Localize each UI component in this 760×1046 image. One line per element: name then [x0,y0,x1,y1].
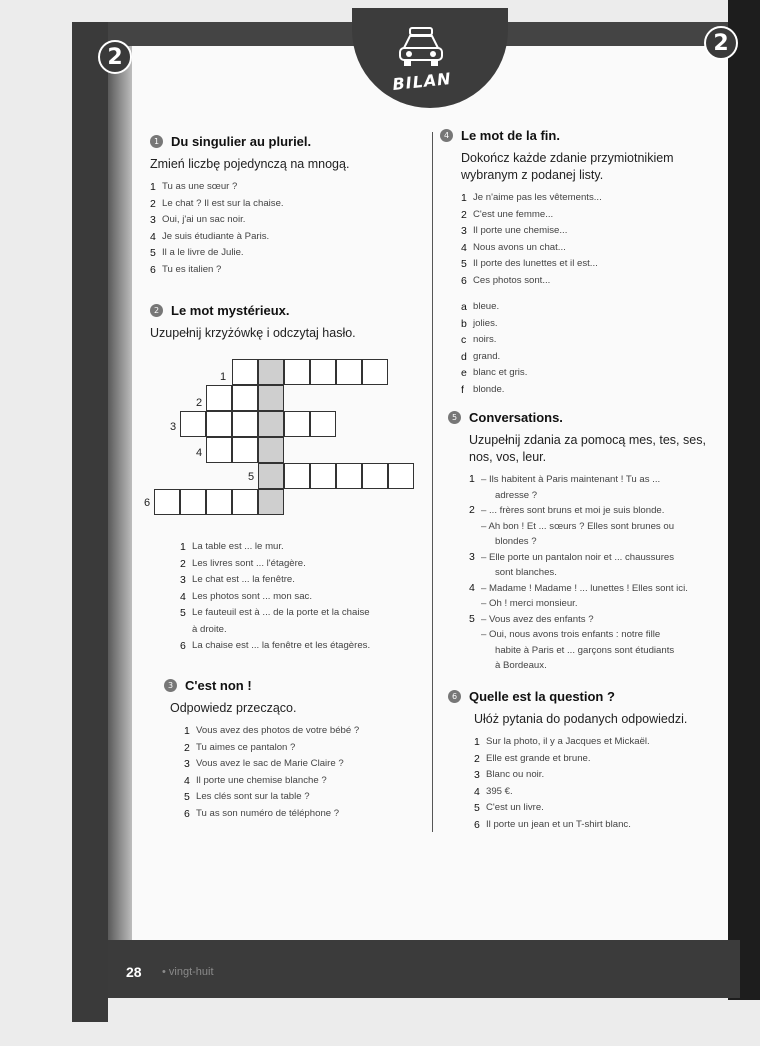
crossword-cell[interactable] [310,359,336,385]
item-number: 6 [150,263,156,276]
list-item [469,612,718,674]
crossword-grid [142,355,422,525]
item-text-cont: – Oui, nous avons trois enfants : notre fille [481,629,661,640]
exercise-instruction: Uzupełnij zdania za pomocą mes, tes, ses, nos, vos, leur. [469,433,706,464]
column-divider [432,132,433,832]
list-item [150,245,420,262]
exercise-1 [150,131,420,278]
list-item [474,784,718,801]
list-item [180,556,430,573]
item-number: 5 [469,612,475,625]
exercise-items [150,179,420,278]
item-text: 395 €. [486,785,513,797]
list-item [474,800,718,817]
list-item [474,751,718,768]
item-text: Tu aimes ce pantalon ? [196,741,296,753]
crossword-cell[interactable] [232,385,258,411]
exercise-instruction: Dokończ każde zdanie przymiotnikiem wybranym z podanej listy. [461,151,674,182]
item-text: – Vous avez des enfants ? [481,613,594,625]
exercise-instruction: Zmień liczbę pojedynczą na mnogą. [150,157,350,171]
exercise-title: Du singulier au pluriel. [171,134,312,149]
crossword-number: 5 [248,471,255,483]
list-item [461,223,700,240]
crossword-cell-key[interactable] [258,437,284,463]
item-number: 1 [150,181,156,193]
crossword-cell-key[interactable] [258,489,284,515]
exercise-title: Le mot mystérieux. [171,303,290,318]
item-text: Il porte des lunettes et il est... [473,258,598,269]
car-icon [396,26,446,70]
unit-number-tab-right: 2 [704,26,738,60]
item-number: 2 [150,197,156,210]
option-letter: d [461,350,467,363]
list-item [469,472,718,503]
item-text: Ces photos sont... [473,274,551,286]
page-number-word: • vingt-huit [162,966,214,978]
item-number: 5 [184,791,190,803]
exercise-instruction: Ułóż pytania do podanych odpowiedzi. [474,712,688,726]
item-text: Il porte une chemise... [473,225,568,236]
list-item [184,723,424,740]
crossword-cell[interactable] [310,411,336,437]
exercise-4 [440,125,700,398]
item-number: 1 [184,725,190,737]
exercise-number-badge: 5 [448,411,461,424]
exercise-number-badge: 2 [150,304,163,317]
list-item [150,212,420,229]
item-number: 5 [461,258,467,270]
item-text-cont: blondes ? [495,536,537,547]
list-item [180,589,430,606]
item-text: Je n'aime pas les vêtements... [473,192,602,203]
list-item [180,605,430,638]
crossword-cell[interactable] [206,411,232,437]
item-text: – Madame ! Madame ! ... lunettes ! Elles sont ici. [481,582,688,594]
option-item [461,332,700,349]
crossword-cell-key[interactable] [258,463,284,489]
page-fold-shadow [108,46,132,940]
exercise-5 [448,407,718,674]
item-text: C'est un livre. [486,802,544,813]
exercise-items [461,190,700,289]
item-text: Le chat ? Il est sur la chaise. [162,197,284,209]
crossword-cell[interactable] [232,411,258,437]
binding-shadow-left [72,22,108,1022]
option-item [461,299,700,316]
crossword-clues [180,533,430,655]
crossword-cell[interactable] [206,385,232,411]
crossword-cell[interactable] [180,489,206,515]
crossword-cell[interactable] [310,463,336,489]
crossword-cell-key[interactable] [258,385,284,411]
option-item [461,365,700,382]
exercise-3 [164,675,424,822]
crossword-cell[interactable] [232,489,258,515]
item-number: 5 [150,247,156,259]
item-text-cont: – Oh ! merci monsieur. [481,598,578,609]
crossword-cell[interactable] [232,437,258,463]
item-number: 4 [474,785,480,798]
crossword-cell[interactable] [284,359,310,385]
item-number: 3 [474,769,480,781]
item-text-cont: à Bordeaux. [495,660,547,671]
exercise-title: Conversations. [469,410,563,425]
option-text: jolies. [473,317,498,329]
option-letter: e [461,367,467,379]
item-number: 3 [180,574,186,586]
list-item [184,773,424,790]
list-item [461,190,700,207]
item-number: 4 [469,581,475,594]
item-text: Blanc ou noir. [486,769,545,780]
item-text: Les livres sont ... l'étagère. [192,557,306,569]
list-item [469,581,718,612]
exercise-title: Le mot de la fin. [461,128,560,143]
list-item [150,229,420,246]
crossword-cell[interactable] [336,463,362,489]
item-text: Il porte une chemise blanche ? [196,774,327,786]
crossword-number: 1 [220,371,227,383]
item-number: 2 [184,741,190,754]
item-number: 4 [150,230,156,243]
option-item [461,349,700,366]
crossword-cell[interactable] [154,489,180,515]
exercise-items [469,472,718,674]
list-item [469,550,718,581]
item-number: 2 [180,557,186,570]
item-number: 4 [180,590,186,603]
item-number: 6 [474,818,480,831]
option-letter: a [461,301,467,313]
item-number: 6 [461,274,467,287]
item-text: Sur la photo, il y a Jacques et Mickaël. [486,736,650,747]
exercise-number-badge: 6 [448,690,461,703]
crossword-cell[interactable] [206,437,232,463]
item-text: Tu es italien ? [162,263,222,275]
item-text: La table est ... le mur. [192,541,284,552]
crossword-cell[interactable] [336,359,362,385]
item-number: 2 [469,504,475,516]
list-item [150,179,420,196]
item-number: 5 [474,802,480,814]
item-text: Tu as une sœur ? [162,181,238,192]
crossword-cell[interactable] [284,411,310,437]
crossword-number: 4 [196,447,203,459]
page-number: 28 [126,964,142,980]
list-item [150,196,420,213]
item-text: Les photos sont ... mon sac. [192,590,312,602]
exercise-items [184,723,424,822]
item-number: 1 [474,736,480,748]
crossword-cell[interactable] [232,359,258,385]
exercise-items [474,734,718,833]
exercise-instruction: Odpowiedz przecząco. [170,701,297,715]
item-text: Il porte un jean et un T-shirt blanc. [486,818,631,830]
option-text: grand. [473,350,501,362]
item-text-cont: habite à Paris et ... garçons sont étudiants [495,644,675,656]
item-text: Le fauteuil est à ... de la porte et la chaise [192,607,370,618]
option-text: bleue. [473,301,500,312]
exercise-title: Quelle est la question ? [469,689,615,704]
exercise-number-badge: 1 [150,135,163,148]
item-number: 6 [184,807,190,820]
item-text: Il a le livre de Julie. [162,247,244,258]
item-text: Tu as son numéro de téléphone ? [196,807,340,819]
crossword-cell-key[interactable] [258,411,284,437]
list-item [184,789,424,806]
item-number: 1 [180,541,186,553]
item-text: C'est une femme... [473,208,554,220]
item-text: Les clés sont sur la table ? [196,791,310,802]
crossword-cell[interactable] [362,463,388,489]
crossword-number: 2 [196,397,203,409]
item-number: 2 [474,752,480,765]
item-number: 4 [184,774,190,787]
option-item [461,382,700,399]
crossword-cell[interactable] [180,411,206,437]
item-number: 6 [180,640,186,652]
exercise-number-badge: 4 [440,129,453,142]
exercise-instruction: Uzupełnij krzyżówkę i odczytaj hasło. [150,326,356,340]
list-item [180,572,430,589]
list-item [184,740,424,757]
item-text-cont: sont blanches. [495,567,557,578]
item-text: Oui, j'ai un sac noir. [162,214,246,225]
item-text-cont: à droite. [192,623,227,635]
list-item [469,503,718,550]
list-item [180,539,430,556]
crossword-number: 6 [144,497,151,509]
option-letter: b [461,317,467,330]
binding-shadow-right [728,0,760,1000]
item-number: 3 [461,225,467,237]
crossword-cell[interactable] [206,489,232,515]
item-text: – Ils habitent à Paris maintenant ! Tu as ... [481,474,661,485]
exercise-6 [448,686,718,833]
item-number: 2 [461,208,467,221]
option-text: blonde. [473,383,505,395]
item-number: 3 [184,758,190,770]
option-text: noirs. [473,334,497,345]
list-item [474,817,718,834]
list-item [184,756,424,773]
item-text: Vous avez le sac de Marie Claire ? [196,758,344,769]
list-item [461,240,700,257]
item-number: 1 [461,192,467,204]
crossword-number: 3 [170,421,177,433]
item-text: Elle est grande et brune. [486,752,591,764]
item-text-cont: – Ah bon ! Et ... sœurs ? Elles sont brunes ou [481,520,675,532]
item-text-cont: adresse ? [495,489,538,501]
crossword-cell[interactable] [362,359,388,385]
list-item [461,256,700,273]
crossword-cell-key[interactable] [258,359,284,385]
item-number: 3 [150,214,156,226]
item-text: La chaise est ... la fenêtre et les étagères. [192,640,371,651]
option-letter: c [461,334,467,346]
bilan-title: BILAN [391,68,453,95]
list-item [180,638,430,655]
item-number: 4 [461,241,467,254]
unit-number-tab-left: 2 [98,40,132,74]
list-item [461,273,700,290]
list-item [461,207,700,224]
exercise-2 [150,300,420,342]
adjective-options [461,299,700,398]
item-text: Je suis étudiante à Paris. [162,230,270,242]
item-number: 1 [469,473,475,485]
item-text: Nous avons un chat... [473,241,566,253]
list-item [150,262,420,279]
item-text: – ... frères sont bruns et moi je suis blonde. [481,505,665,516]
crossword-cell[interactable] [388,463,414,489]
option-letter: f [461,383,464,396]
item-text: – Elle porte un pantalon noir et ... chaussures [481,551,675,563]
item-text: Le chat est ... la fenêtre. [192,574,295,585]
list-item [184,806,424,823]
crossword-cell[interactable] [284,463,310,489]
option-text: blanc et gris. [473,367,528,378]
exercise-number-badge: 3 [164,679,177,692]
option-item [461,316,700,333]
exercise-title: C'est non ! [185,678,252,693]
item-number: 5 [180,607,186,619]
list-item [474,767,718,784]
item-text: Vous avez des photos de votre bébé ? [196,725,360,736]
item-number: 3 [469,550,475,563]
list-item [474,734,718,751]
